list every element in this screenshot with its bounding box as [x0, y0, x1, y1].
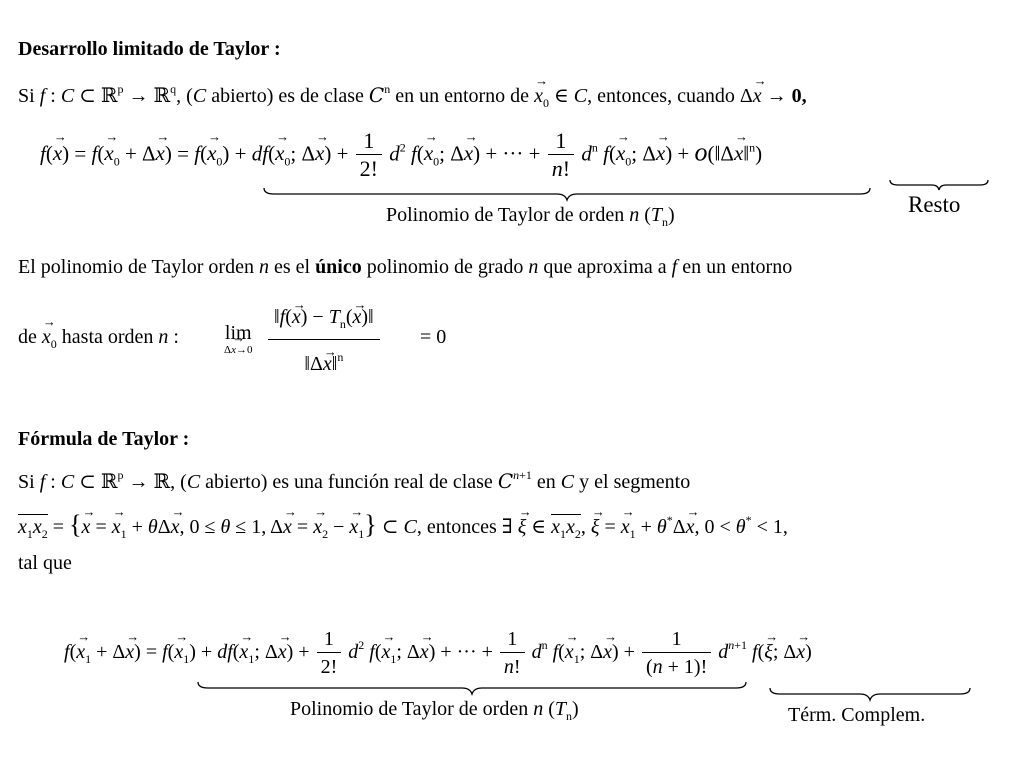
hypothesis-line-1: Si f : C ⊂ ℝ$^p$ → ℝ$^q$, (C abierto) es de clase $C^n$ en un entorno de → $x_0$ ∈ C, entonces, cuando Δ→ x → 0,	[18, 82, 807, 111]
segment-definition: $x_1x_2$ = {→ x = → $x_1 + \theta\Delta\to x$, 0 ≤ θ ≤ 1, Δ→ x = → $x_2$ − → $x_1$} ⊂ C, entonces ∃ → ξ ∈ $x_1x_2$, → ξ = → $x_1 + \theta^*\Delta\to x$, 0 < θ* < 1,	[18, 510, 788, 542]
limit-fraction: ‖f(→ $x) - T_n(\to$ x)‖ ‖Δ→ x‖$^n$	[268, 302, 380, 381]
hypothesis-line-2: Si f : C ⊂ ℝ$^p$ → ℝ, (C abierto) es una función real de clase $C^{n+1}$ en C y el segmento	[18, 468, 691, 493]
brace-label-polynomial-1: Polinomio de Taylor de orden n $(T_n)$	[386, 204, 675, 229]
hyp-entorno: en un entorno de	[395, 85, 530, 107]
brace-polynomial-2	[196, 680, 748, 696]
brace-label-polynomial-2: Polinomio de Taylor de orden n $(T_n)$	[290, 698, 579, 723]
brace-rest	[888, 178, 990, 192]
brace-label-resto: Resto	[908, 192, 961, 217]
tal-que: tal que	[18, 552, 72, 574]
brace-complementary	[768, 686, 972, 702]
section-title-taylor-formula: Fórmula de Taylor :	[18, 428, 190, 450]
emphasis-unico: único	[315, 256, 362, 278]
limit-result: = 0	[420, 326, 447, 348]
section-title-taylor-limited: Desarrollo limitado de Taylor :	[18, 38, 281, 60]
uniqueness-statement: El polinomio de Taylor orden n es el único polinomio de grado n que aproxima a f en un entorno	[18, 256, 793, 278]
brace-label-complementary: Térm. Complem.	[788, 704, 926, 726]
hyp-entonces: entonces, cuando	[597, 85, 735, 107]
hyp-abierto: abierto) es de clase	[211, 85, 364, 107]
hyp-end: 0,	[791, 85, 807, 107]
taylor-formula-equation: $f(\to x_1 + \Delta\to x) = f(\to x_1) + df(\to x_1$; Δ→ x) + $\frac{1}{2!}$ $d^2$ $f(\to x_1$; Δ→ x) + ··· + $\frac{1}{n!}$ $d^n$ $f(\to x_1$; Δ→ x) + $\frac{1}{(n + 1)!}$ $d^{n+1}$ f(→ ξ; Δ→ x)	[64, 626, 812, 681]
limit-prefix: de → $x_0$ hasta orden n :	[18, 326, 179, 352]
limit-operator: lim Δ→ x→0	[224, 322, 252, 356]
hyp-si: Si	[18, 85, 35, 107]
brace-polynomial-1	[262, 186, 872, 202]
taylor-expansion-equation: $f(\to x) = f(\to x_0 + \Delta\to x) = f(\to x_0) + df(\to x_0$; Δ→ x) + $\frac{1}{2!}$ $d^2$ $f(\to x_0$; Δ→ x) + ··· + $\frac{1}{n!}$ $d^n$ $f(\to x_0$; Δ→ x) + o(‖Δ→ x‖$^n$)	[40, 128, 762, 183]
